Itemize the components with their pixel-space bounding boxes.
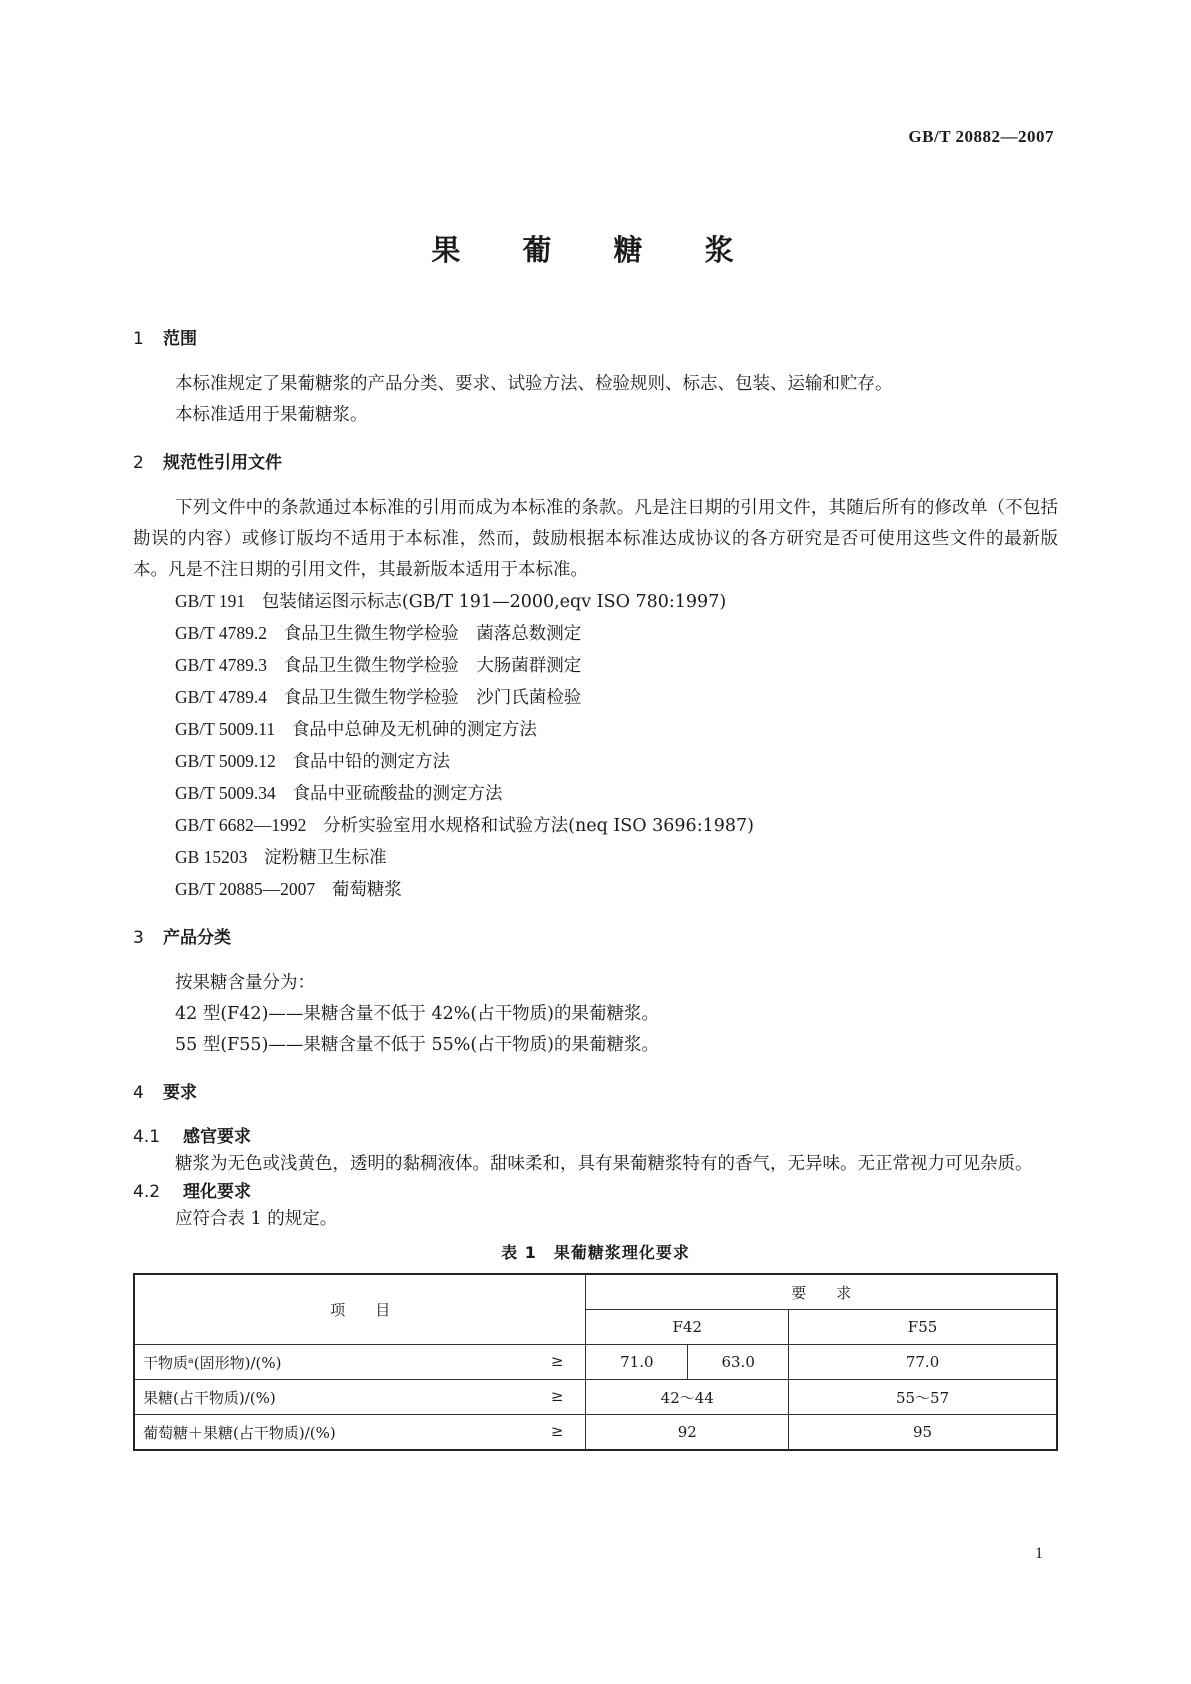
table-header-row: [134, 1274, 1057, 1310]
section-1-heading: [133, 327, 1058, 351]
reference-title: 食品卫生微生物学检验 大肠菌群测定: [283, 656, 582, 676]
value-cell: 77.0: [789, 1345, 1057, 1380]
paragraph: 应符合表 1 的规定。: [175, 1209, 338, 1229]
table-caption: 表 1 果葡糖浆理化要求: [501, 1243, 690, 1262]
table-row: [134, 1380, 1057, 1415]
reference-code: GB 15203: [175, 847, 248, 867]
section-title: 理化要求: [183, 1182, 251, 1202]
page-number: 1: [1035, 1545, 1043, 1562]
comparator: ≥: [550, 1421, 564, 1440]
comparator: ≥: [550, 1386, 564, 1405]
section-4-2-heading: [133, 1180, 1058, 1204]
requirements-table: [133, 1273, 1058, 1451]
reference-item: [133, 842, 1058, 874]
value-cell: 95: [789, 1415, 1057, 1451]
reference-code: GB/T 5009.34: [175, 783, 276, 803]
paragraph: 本标准适用于果葡糖浆。: [175, 405, 368, 425]
paragraph: 55 型(F55)——果糖含量不低于 55%(占干物质)的果葡糖浆。: [175, 1035, 660, 1055]
header-f42: F42: [586, 1310, 789, 1345]
header-f55: F55: [789, 1310, 1057, 1345]
item-label: 果糖(占干物质)/(%): [143, 1388, 276, 1407]
reference-item: [133, 618, 1058, 650]
reference-item: [133, 810, 1058, 842]
section-title: 范围: [163, 329, 197, 349]
reference-item: [133, 778, 1058, 810]
section-number: 4.2: [133, 1182, 161, 1202]
comparator: ≥: [550, 1351, 564, 1370]
reference-title: 食品卫生微生物学检验 菌落总数测定: [283, 624, 582, 644]
paragraph: 本标准规定了果葡糖浆的产品分类、要求、试验方法、检验规则、标志、包装、运输和贮存。: [175, 374, 893, 394]
reference-title: 食品中铅的测定方法: [292, 752, 450, 772]
reference-item: [133, 682, 1058, 714]
reference-title: 食品卫生微生物学检验 沙门氏菌检验: [283, 688, 582, 708]
value-cell: 63.0: [688, 1345, 789, 1380]
section-3-heading: [133, 926, 1058, 950]
reference-item: [133, 650, 1058, 682]
value-cell: 55～57: [789, 1380, 1057, 1415]
paragraph: 按果糖含量分为：: [175, 973, 315, 993]
reference-title: 葡萄糖浆: [331, 880, 402, 900]
reference-code: GB/T 5009.11: [175, 719, 276, 739]
section-4-heading: [133, 1081, 1058, 1105]
reference-title: 淀粉糖卫生标准: [264, 848, 387, 868]
reference-code: GB/T 4789.2: [175, 623, 268, 643]
reference-item: [133, 746, 1058, 778]
value-cell: 42～44: [586, 1380, 789, 1415]
paragraph: 42 型(F42)——果糖含量不低于 42%(占干物质)的果葡糖浆。: [175, 1004, 660, 1024]
section-4-1-heading: [133, 1125, 1058, 1149]
reference-code: GB/T 4789.3: [175, 655, 268, 675]
value-cell: 92: [586, 1415, 789, 1451]
item-label: 干物质ᵃ(固形物)/(%): [143, 1353, 282, 1372]
value-cell: 71.0: [586, 1345, 688, 1380]
item-cell: [134, 1380, 586, 1415]
section-number: 4: [133, 1083, 144, 1103]
standard-code: GB/T 20882—2007: [908, 127, 1054, 146]
reference-item: [133, 714, 1058, 746]
reference-title: 包装储运图示标志(GB/T 191—2000,eqv ISO 780:1997): [261, 592, 727, 612]
reference-item: [133, 586, 1058, 618]
section-number: 4.1: [133, 1127, 161, 1147]
section-title: 规范性引用文件: [163, 453, 282, 473]
reference-title: 分析实验室用水规格和试验方法(neq ISO 3696:1987): [323, 816, 754, 836]
reference-code: GB/T 5009.12: [175, 751, 276, 771]
document-body: [133, 327, 1058, 1451]
header-requirement: 要 求: [586, 1274, 1057, 1310]
header-item: 项 目: [134, 1274, 586, 1345]
reference-code: GB/T 6682—1992: [175, 815, 307, 835]
section-number: 1: [133, 329, 144, 349]
reference-code: GB/T 4789.4: [175, 687, 268, 707]
document-title: 果 葡 糖 浆: [431, 233, 760, 267]
paragraph: 糖浆为无色或浅黄色，透明的黏稠液体。甜味柔和，具有果葡糖浆特有的香气，无异味。无正常视力可见杂质。: [175, 1154, 1033, 1174]
item-cell: [134, 1415, 586, 1451]
table-row: [134, 1345, 1057, 1380]
section-title: 感官要求: [183, 1127, 251, 1147]
reference-item: [133, 874, 1058, 906]
section-2-heading: [133, 451, 1058, 475]
item-cell: [134, 1345, 586, 1380]
reference-code: GB/T 191: [175, 591, 246, 611]
reference-title: 食品中总砷及无机砷的测定方法: [291, 720, 537, 740]
reference-title: 食品中亚硫酸盐的测定方法: [292, 784, 503, 804]
section-title: 要求: [163, 1083, 197, 1103]
section-title: 产品分类: [163, 928, 231, 948]
item-label: 葡萄糖＋果糖(占干物质)/(%): [143, 1423, 336, 1442]
section-number: 3: [133, 928, 144, 948]
table-row: [134, 1415, 1057, 1451]
reference-code: GB/T 20885—2007: [175, 879, 316, 899]
paragraph: 下列文件中的条款通过本标准的引用而成为本标准的条款。凡是注日期的引用文件，其随后所有的修改单（不包括勘误的内容）或修订版均不适用于本标准，然而，鼓励根据本标准达成协议的各方研究是否可使用这些文件的最新版本。凡是不注日期的引用文件，其最新版本适用于本标准。: [133, 498, 1058, 580]
section-number: 2: [133, 453, 144, 473]
